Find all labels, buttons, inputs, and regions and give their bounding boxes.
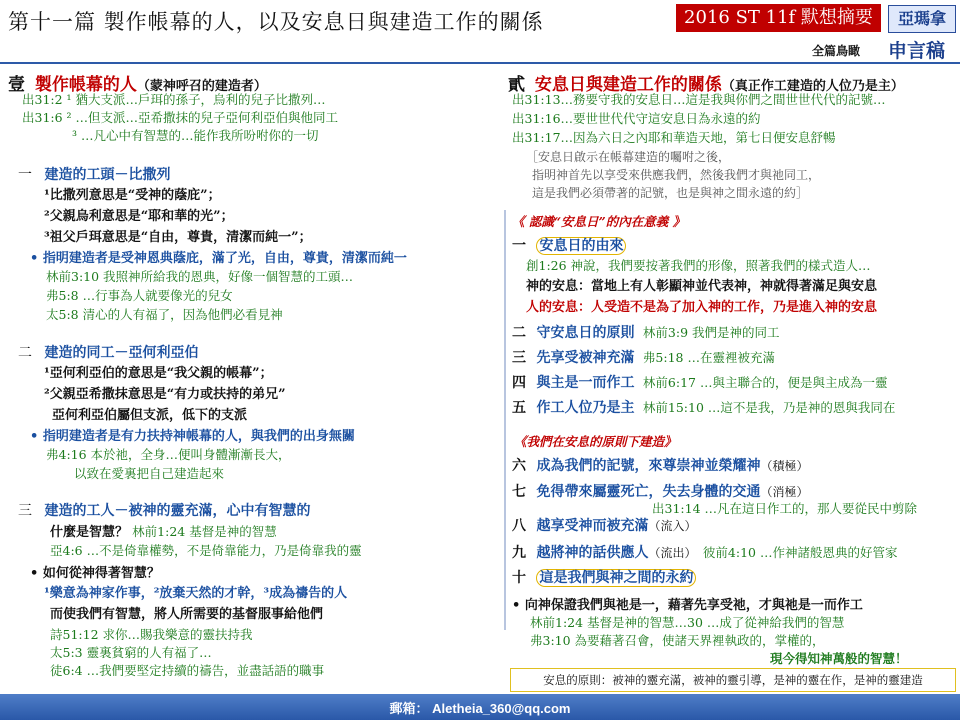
final-verse-3: 現今得知神萬般的智慧！ [770, 651, 908, 666]
final-point: • 向神保證我們與祂是一，藉著先享受祂，才與祂是一而作工 [512, 598, 863, 613]
r-item-5-ref: 林前15:10 …這不是我，乃是神的恩與我同在 [642, 400, 896, 415]
origin-line-1: 創1:26 神說，我們要按著我們的形像，照著我們的樣式造人… [526, 258, 871, 273]
s1-line-1: ¹比撒列意思是“受神的蔭庇”； [44, 188, 221, 203]
s1-line-2: ²父親烏利意思是“耶和華的光”； [44, 209, 234, 224]
s3-verse-1: 詩51:12 求你…賜我樂意的靈扶持我 [50, 627, 253, 642]
r-item-8-title: 越享受神而被充滿 [536, 518, 649, 534]
s2-verse-2: 以致在愛裏把自己建造起來 [74, 466, 225, 481]
r-item-6-title: 成為我們的記號，來尊崇神並榮耀神 [536, 458, 761, 474]
header-divider [0, 62, 960, 64]
r-item-5-title: 作工人位乃是主 [536, 400, 635, 416]
s3-q2-line-1: ¹樂意為神家作事，²放棄天然的才幹，³成為禱告的人 [44, 586, 348, 601]
left-heading-title: 製作帳幕的人 [34, 75, 137, 95]
r-item-7-ref: 出31:14 …凡在這日作工的，那人要從民中剪除 [652, 501, 917, 516]
r-item-9-note: （流出） [648, 546, 697, 560]
section1-title: 《 認識“安息日”的內在意義 》 [512, 214, 686, 229]
s1-verse-2: 弗5:8 …行事為人就要像光的兒女 [46, 288, 233, 303]
r-item-7 [512, 481, 808, 501]
r-item-9-no: 九 [512, 545, 526, 561]
r-item-10-title: 這是我們與神之間的永約 [536, 569, 696, 587]
r-item-8-no: 八 [512, 518, 526, 534]
right-heading-sub: （真正作工建造的人位乃是主） [721, 79, 904, 94]
s2-point: • 指明建造者是有力扶持神帳幕的人，與我們的出身無關 [30, 429, 355, 444]
s2-verse-1: 弗4:16 本於祂，全身…便叫身體漸漸長大， [46, 447, 291, 462]
s3-q1-row [50, 521, 277, 540]
r-item-2 [512, 322, 780, 342]
principle-box: 安息的原則：被神的靈充滿，被神的靈引導，是神的靈在作，是神的靈建造 [510, 668, 956, 692]
r-item-1 [512, 235, 626, 255]
r-item-5-no: 五 [512, 400, 526, 416]
s3-q1-line: 亞4:6 …不是倚靠權勢，不是倚靠能力，乃是倚靠我的靈 [50, 543, 362, 558]
right-ref-2: 出31:16…要世世代代守這安息日為永遠的約 [512, 111, 761, 126]
s1-point: • 指明建造者是受神恩典蔭庇，滿了光，自由，尊貴，清潔而純一 [30, 251, 407, 266]
s1-verse-3: 太5:8 清心的人有福了，因為他們必看見神 [46, 307, 283, 322]
r-item-7-no: 七 [512, 484, 526, 500]
s1-heading [18, 164, 170, 184]
right-heading-no: 貳 [508, 75, 525, 95]
bracket-line-1: ［安息日啟示在帳幕建造的囑咐之後， [526, 150, 731, 164]
r-item-9-ref: 彼前4:10 …作神諸般恩典的好管家 [702, 545, 898, 560]
r-item-7-title: 免得帶來屬靈死亡，失去身體的交通 [536, 484, 761, 500]
author-label: 申言稿 [888, 40, 946, 62]
r-item-7-note: （消極） [760, 485, 809, 499]
r-item-8 [512, 515, 696, 535]
r-item-4 [512, 372, 887, 392]
r-item-6 [512, 455, 808, 475]
right-ref-1: 出31:13…務要守我的安息日…這是我與你們之間世世代代的記號… [512, 92, 886, 107]
s1-title: 建造的工頭－比撒列 [44, 167, 171, 183]
page-title: 第十一篇 製作帳幕的人，以及安息日與建造工作的關係 [8, 10, 544, 34]
r-item-3-ref: 弗5:18 …在靈裡被充滿 [642, 350, 775, 365]
left-ref-1: 出31:2 ¹ 猶大支派…戶珥的孫子，烏利的兒子比撒列… [22, 92, 326, 107]
r-item-3-no: 三 [512, 350, 526, 366]
final-verse-2: 弗3:10 為要藉著召會，使諸天界裡執政的，掌權的， [530, 633, 825, 648]
s3-heading [18, 500, 310, 520]
s2-line-3: 亞何利亞伯屬但支派，低下的支派 [52, 408, 248, 423]
bracket-line-2: 指明神首先以享受來供應我們，然後我們才與祂同工， [532, 168, 821, 182]
r-item-6-note: （積極） [760, 459, 809, 473]
left-ref-3: ³ …凡心中有智慧的…能作我所吩咐你的一切 [72, 128, 319, 143]
s3-q2: • 如何從神得著智慧？ [30, 566, 160, 581]
r-item-8-note: （流入） [648, 519, 697, 533]
left-heading-sub: （蒙神呼召的建造者） [136, 79, 267, 94]
section2-title: 《我們在安息的原則下建造》 [514, 434, 677, 449]
s1-no: 一 [18, 167, 32, 183]
r-item-9 [512, 542, 897, 562]
r-item-1-no: 一 [512, 238, 526, 254]
r-item-1-title: 安息日的由來 [536, 237, 626, 255]
s2-line-2: ²父親亞希撒抹意思是“有力或扶持的弟兄” [44, 387, 286, 402]
s1-line-3: ³祖父戶珥意思是“自由，尊貴，清潔而純一”； [44, 230, 312, 245]
origin-line-3: 人的安息：人受造不是為了加入神的工作，乃是進入神的安息 [526, 300, 878, 315]
bracket-line-3: 這是我們必須帶著的記號，也是與神之間永遠的約］ [532, 186, 809, 200]
left-heading-no: 壹 [8, 75, 25, 95]
footer-email[interactable]: 郵箱： Aletheia_360@qq.com [389, 701, 571, 716]
s2-no: 二 [18, 345, 32, 361]
right-ref-3: 出31:17…因為六日之內耶和華造天地，第七日便安息舒暢 [512, 130, 836, 145]
s3-verse-2: 太5:3 靈裏貧窮的人有福了… [50, 645, 212, 660]
r-item-5 [512, 397, 895, 417]
r-item-10-no: 十 [512, 570, 526, 586]
r-item-10 [512, 567, 696, 587]
session-tag: 2016 ST 11f 默想摘要 [676, 4, 881, 32]
s2-line-1: ¹亞何利亞伯的意思是“我父親的帳幕”； [44, 366, 273, 381]
r-item-4-no: 四 [512, 375, 526, 391]
r-item-9-title: 越將神的話供應人 [536, 545, 649, 561]
right-divider [504, 210, 506, 630]
right-heading-title: 安息日與建造工作的關係 [534, 75, 722, 95]
r-item-2-no: 二 [512, 325, 526, 341]
r-item-3-title: 先享受被神充滿 [536, 350, 635, 366]
s3-verse-3: 徒6:4 …我們要堅定持續的禱告，並盡話語的職事 [50, 663, 325, 678]
s3-no: 三 [18, 503, 32, 519]
s3-title: 建造的工人－被神的靈充滿，心中有智慧的 [44, 503, 311, 519]
r-item-4-title: 與主是一而作工 [536, 375, 635, 391]
final-verse-1: 林前1:24 基督是神的智慧…30 …成了從神給我們的智慧 [530, 615, 845, 630]
r-item-2-ref: 林前3:9 我們是神的同工 [642, 325, 780, 340]
r-item-2-title: 守安息日的原則 [536, 325, 635, 341]
s2-title: 建造的同工－亞何利亞伯 [44, 345, 199, 361]
left-ref-2: 出31:6 ² …但支派…亞希撒抹的兒子亞何利亞伯與他同工 [22, 110, 339, 125]
s2-heading [18, 342, 198, 362]
brand-logo: 亞瑪拿 [888, 5, 956, 33]
s3-q1-ref: 林前1:24 基督是神的智慧 [132, 524, 277, 539]
s3-q1: 什麼是智慧？ [50, 525, 129, 540]
r-item-4-ref: 林前6:17 …與主聯合的，便是與主成為一靈 [642, 375, 888, 390]
s1-verse-1: 林前3:10 我照神所給我的恩典，好像一個智慧的工頭… [46, 269, 354, 284]
s3-q2-line-2: 而使我們有智慧，將人所需要的基督服事給他們 [50, 607, 324, 622]
r-item-3 [512, 347, 775, 367]
r-item-6-no: 六 [512, 458, 526, 474]
origin-line-2: 神的安息：當地上有人彰顯神並代表神，神就得著滿足與安息 [526, 279, 878, 294]
scope-label: 全篇鳥瞰 [812, 44, 861, 58]
